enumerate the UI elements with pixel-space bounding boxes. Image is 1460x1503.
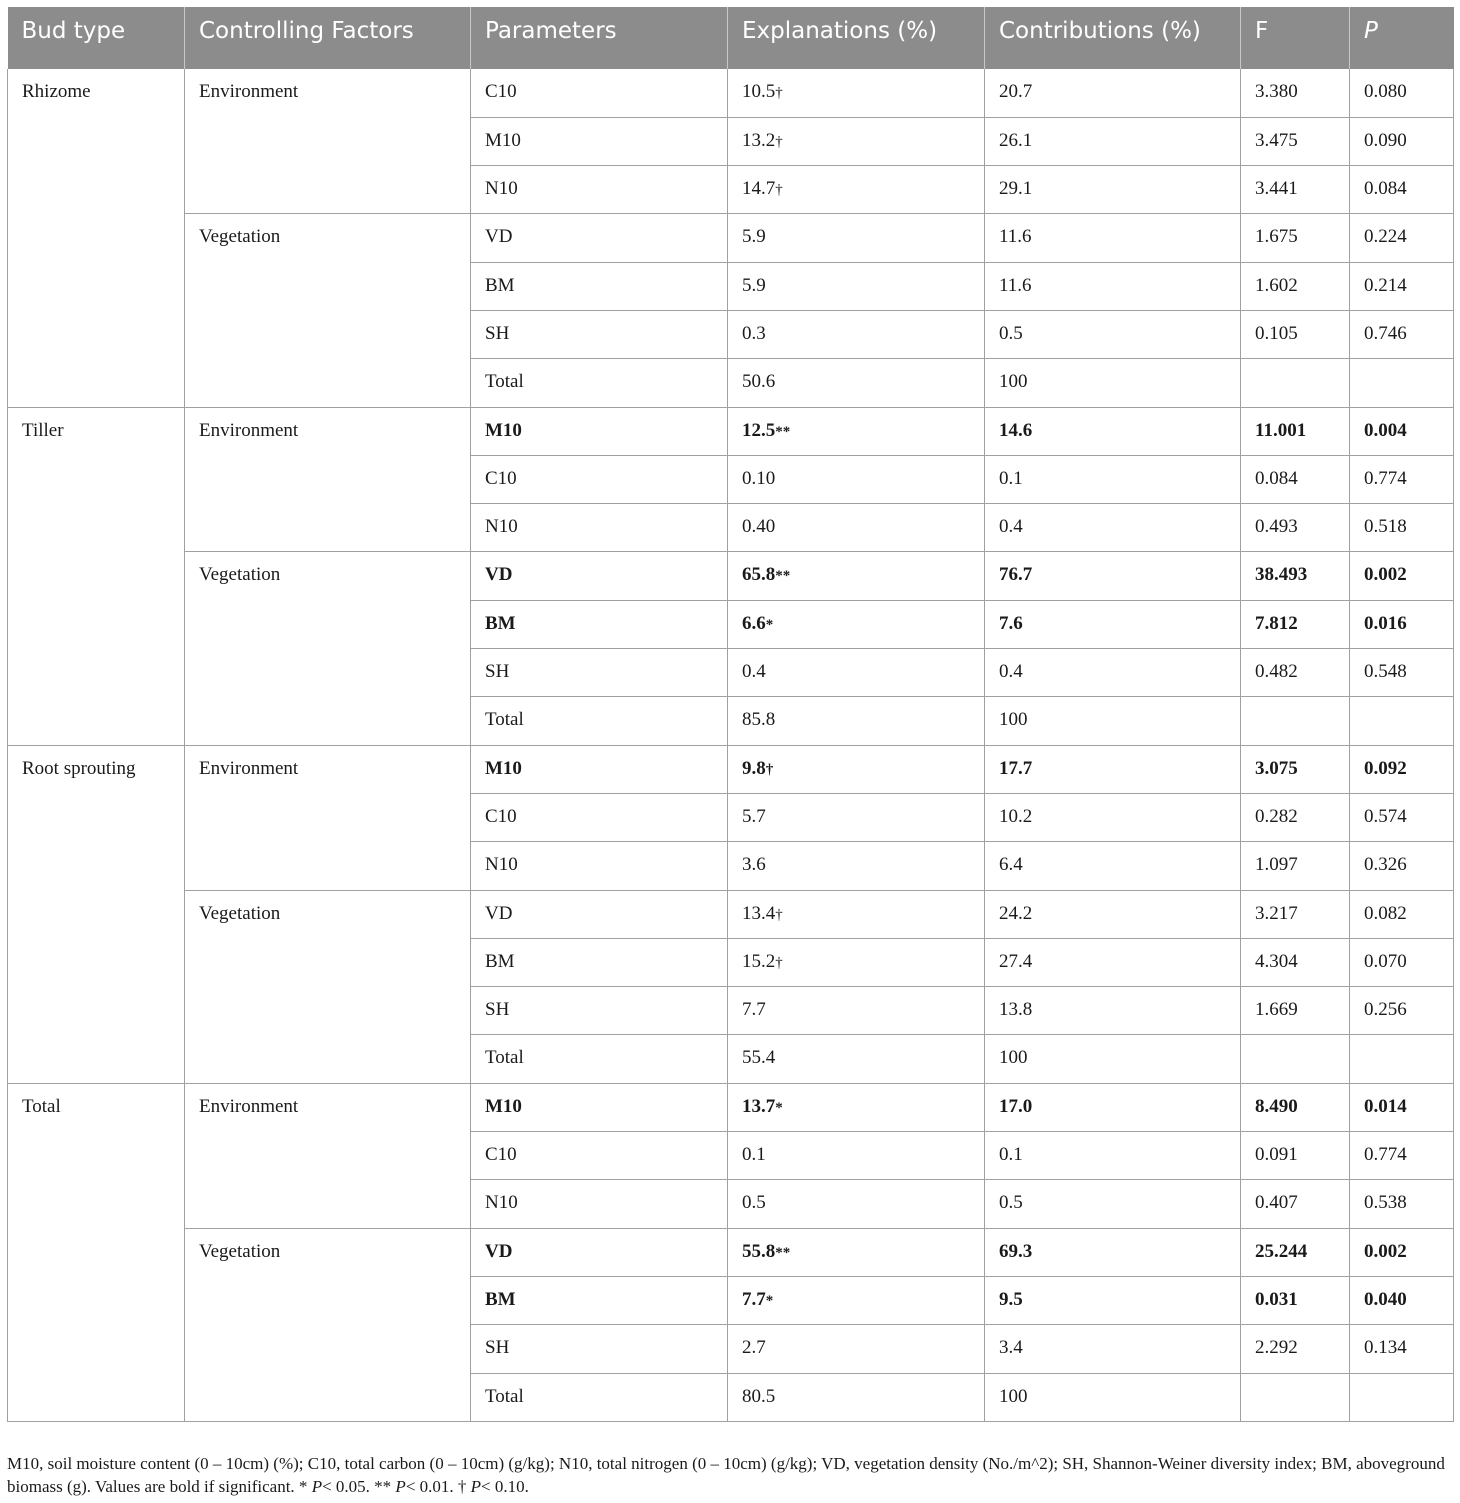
cell-explanation xyxy=(728,552,985,600)
table-row xyxy=(8,793,1454,841)
cell-controlling-factor: Environment xyxy=(185,1083,471,1131)
cell-parameter: C10 xyxy=(471,69,728,117)
cell-explanation xyxy=(728,600,985,648)
cell-contribution: 0.5 xyxy=(985,1180,1241,1228)
cell-parameter: Total xyxy=(471,359,728,407)
significance-marker: † xyxy=(775,906,783,923)
footnote-text-3: < 0.01. † xyxy=(405,1477,471,1496)
significance-marker: † xyxy=(765,761,774,778)
explanation-value: 7.7 xyxy=(742,999,766,1021)
cell-p-value xyxy=(1350,1035,1454,1083)
explanation-value: 0.10 xyxy=(742,467,776,489)
table-row xyxy=(8,166,1454,214)
cell-parameter: BM xyxy=(471,1276,728,1324)
cell-controlling-factor xyxy=(185,504,471,552)
cell-f-value: 1.675 xyxy=(1241,214,1350,262)
cell-parameter: SH xyxy=(471,649,728,697)
table-row xyxy=(8,69,1454,117)
cell-p-value: 0.084 xyxy=(1350,166,1454,214)
cell-f-value xyxy=(1241,697,1350,745)
cell-parameter: C10 xyxy=(471,1132,728,1180)
cell-parameter: C10 xyxy=(471,455,728,503)
table-row xyxy=(8,1325,1454,1373)
cell-p-value: 0.774 xyxy=(1350,1132,1454,1180)
cell-parameter: N10 xyxy=(471,842,728,890)
cell-p-value: 0.080 xyxy=(1350,69,1454,117)
cell-explanation xyxy=(728,214,985,262)
explanation-value: 0.40 xyxy=(742,516,776,538)
explanation-value: 0.5 xyxy=(742,1192,766,1214)
cell-bud-type xyxy=(8,938,185,986)
header-p: P xyxy=(1350,7,1454,69)
cell-explanation xyxy=(728,1035,985,1083)
cell-controlling-factor: Vegetation xyxy=(185,214,471,262)
cell-bud-type: Root sprouting xyxy=(8,745,185,793)
cell-explanation xyxy=(728,938,985,986)
explanation-value: 5.9 xyxy=(742,274,766,296)
explanation-value: 13.7 xyxy=(742,1095,776,1117)
explanation-value: 15.2 xyxy=(742,950,776,972)
table-row xyxy=(8,745,1454,793)
cell-explanation xyxy=(728,504,985,552)
cell-p-value xyxy=(1350,1373,1454,1421)
cell-p-value: 0.574 xyxy=(1350,793,1454,841)
cell-contribution: 6.4 xyxy=(985,842,1241,890)
cell-contribution: 20.7 xyxy=(985,69,1241,117)
table-row xyxy=(8,890,1454,938)
header-row xyxy=(8,7,1454,69)
table-row xyxy=(8,504,1454,552)
cell-bud-type xyxy=(8,1373,185,1421)
table-row xyxy=(8,214,1454,262)
cell-contribution: 100 xyxy=(985,1373,1241,1421)
table-row xyxy=(8,842,1454,890)
header-f: F xyxy=(1241,7,1350,69)
table-row xyxy=(8,987,1454,1035)
cell-controlling-factor: Vegetation xyxy=(185,552,471,600)
explanation-value: 55.8 xyxy=(742,1240,776,1262)
cell-parameter: BM xyxy=(471,600,728,648)
cell-contribution: 0.1 xyxy=(985,455,1241,503)
table-row xyxy=(8,1228,1454,1276)
cell-p-value: 0.004 xyxy=(1350,407,1454,455)
cell-explanation xyxy=(728,310,985,358)
table-row xyxy=(8,407,1454,455)
cell-p-value: 0.256 xyxy=(1350,987,1454,1035)
cell-contribution: 76.7 xyxy=(985,552,1241,600)
cell-f-value: 3.475 xyxy=(1241,117,1350,165)
cell-bud-type xyxy=(8,1325,185,1373)
cell-contribution: 3.4 xyxy=(985,1325,1241,1373)
explanation-value: 5.9 xyxy=(742,226,766,248)
cell-f-value xyxy=(1241,1373,1350,1421)
cell-explanation xyxy=(728,987,985,1035)
cell-parameter: VD xyxy=(471,1228,728,1276)
cell-p-value: 0.134 xyxy=(1350,1325,1454,1373)
cell-parameter: BM xyxy=(471,938,728,986)
cell-f-value: 3.380 xyxy=(1241,69,1350,117)
cell-f-value: 3.441 xyxy=(1241,166,1350,214)
cell-controlling-factor xyxy=(185,310,471,358)
cell-p-value: 0.002 xyxy=(1350,552,1454,600)
cell-explanation xyxy=(728,1228,985,1276)
significance-marker: * xyxy=(765,616,774,633)
cell-f-value xyxy=(1241,1035,1350,1083)
cell-parameter: Total xyxy=(471,697,728,745)
cell-explanation xyxy=(728,842,985,890)
cell-f-value: 0.482 xyxy=(1241,649,1350,697)
cell-controlling-factor xyxy=(185,455,471,503)
cell-bud-type: Tiller xyxy=(8,407,185,455)
cell-bud-type xyxy=(8,117,185,165)
explanation-value: 13.4 xyxy=(742,902,776,924)
explanation-value: 7.7 xyxy=(742,1288,766,1310)
table-row xyxy=(8,1276,1454,1324)
cell-f-value: 0.282 xyxy=(1241,793,1350,841)
cell-controlling-factor xyxy=(185,697,471,745)
table-row xyxy=(8,1180,1454,1228)
table-row xyxy=(8,455,1454,503)
cell-explanation xyxy=(728,359,985,407)
cell-p-value: 0.224 xyxy=(1350,214,1454,262)
footnote-p-1: P xyxy=(311,1477,323,1496)
cell-controlling-factor xyxy=(185,1373,471,1421)
footnote-p-3: P xyxy=(470,1477,482,1496)
cell-f-value: 2.292 xyxy=(1241,1325,1350,1373)
cell-bud-type: Total xyxy=(8,1083,185,1131)
cell-parameter: N10 xyxy=(471,1180,728,1228)
cell-f-value: 38.493 xyxy=(1241,552,1350,600)
cell-parameter: Total xyxy=(471,1373,728,1421)
cell-f-value: 0.493 xyxy=(1241,504,1350,552)
cell-parameter: BM xyxy=(471,262,728,310)
cell-contribution: 0.4 xyxy=(985,649,1241,697)
cell-bud-type xyxy=(8,697,185,745)
header-controlling-factors: Controlling Factors xyxy=(185,7,471,69)
explanation-value: 10.5 xyxy=(742,81,776,102)
cell-parameter: VD xyxy=(471,890,728,938)
cell-f-value: 0.031 xyxy=(1241,1276,1350,1324)
explanation-value: 2.7 xyxy=(742,1337,766,1359)
footnote-text-2: < 0.05. ** xyxy=(322,1477,396,1496)
cell-f-value: 3.217 xyxy=(1241,890,1350,938)
cell-p-value: 0.326 xyxy=(1350,842,1454,890)
cell-controlling-factor: Vegetation xyxy=(185,1228,471,1276)
cell-bud-type xyxy=(8,600,185,648)
cell-explanation xyxy=(728,1083,985,1131)
cell-parameter: M10 xyxy=(471,407,728,455)
cell-contribution: 100 xyxy=(985,359,1241,407)
cell-f-value: 1.669 xyxy=(1241,987,1350,1035)
cell-explanation xyxy=(728,745,985,793)
cell-explanation xyxy=(728,166,985,214)
header-bud-type: Bud type xyxy=(8,7,185,69)
cell-bud-type xyxy=(8,1180,185,1228)
cell-p-value: 0.002 xyxy=(1350,1228,1454,1276)
cell-bud-type xyxy=(8,649,185,697)
cell-explanation xyxy=(728,117,985,165)
cell-contribution: 27.4 xyxy=(985,938,1241,986)
significance-marker: ** xyxy=(775,1244,791,1261)
significance-marker: ** xyxy=(775,423,791,440)
explanation-value: 50.6 xyxy=(742,371,776,393)
cell-bud-type xyxy=(8,310,185,358)
table-row xyxy=(8,1083,1454,1131)
cell-contribution: 14.6 xyxy=(985,407,1241,455)
footnote-p-2: P xyxy=(395,1477,406,1496)
cell-contribution: 11.6 xyxy=(985,214,1241,262)
cell-parameter: SH xyxy=(471,310,728,358)
cell-controlling-factor: Environment xyxy=(185,69,471,117)
significance-marker: * xyxy=(765,1292,774,1309)
table-row xyxy=(8,938,1454,986)
cell-parameter: SH xyxy=(471,987,728,1035)
cell-controlling-factor xyxy=(185,649,471,697)
cell-explanation xyxy=(728,69,985,117)
explanation-value: 12.5 xyxy=(742,419,776,441)
cell-parameter: M10 xyxy=(471,745,728,793)
explanation-value: 6.6 xyxy=(742,612,766,634)
cell-parameter: M10 xyxy=(471,117,728,165)
cell-controlling-factor xyxy=(185,1035,471,1083)
cell-bud-type xyxy=(8,214,185,262)
cell-contribution: 17.7 xyxy=(985,745,1241,793)
cell-controlling-factor xyxy=(185,793,471,841)
explanation-value: 65.8 xyxy=(742,564,776,586)
cell-p-value: 0.092 xyxy=(1350,745,1454,793)
cell-controlling-factor xyxy=(185,987,471,1035)
cell-explanation xyxy=(728,407,985,455)
footnote-text-1: M10, soil moisture content (0 – 10cm) (%); C10, total carbon (0 – 10cm) (g/kg); N10, total nitrogen (0 – 10cm) (g/kg); VD, vegetation density (No./m^2); SH, Shannon-Weiner diversity index; BM, aboveground biomass (g). Values are bold if significant. * xyxy=(7,1454,1445,1496)
cell-contribution: 26.1 xyxy=(985,117,1241,165)
cell-explanation xyxy=(728,1276,985,1324)
table-row xyxy=(8,1035,1454,1083)
cell-f-value: 0.091 xyxy=(1241,1132,1350,1180)
header-parameters: Parameters xyxy=(471,7,728,69)
cell-bud-type: Rhizome xyxy=(8,69,185,117)
cell-explanation xyxy=(728,1373,985,1421)
cell-contribution: 11.6 xyxy=(985,262,1241,310)
cell-contribution: 9.5 xyxy=(985,1276,1241,1324)
explanation-value: 13.2 xyxy=(742,129,776,151)
cell-f-value: 0.084 xyxy=(1241,455,1350,503)
cell-f-value: 8.490 xyxy=(1241,1083,1350,1131)
cell-f-value: 7.812 xyxy=(1241,600,1350,648)
cell-contribution: 24.2 xyxy=(985,890,1241,938)
cell-f-value: 0.105 xyxy=(1241,310,1350,358)
significance-marker: † xyxy=(775,85,783,101)
cell-contribution: 17.0 xyxy=(985,1083,1241,1131)
footnote-text-4: < 0.10. xyxy=(481,1477,529,1496)
explanation-value: 3.6 xyxy=(742,854,766,876)
cell-contribution: 29.1 xyxy=(985,166,1241,214)
cell-parameter: Total xyxy=(471,1035,728,1083)
explanation-value: 5.7 xyxy=(742,805,766,827)
cell-controlling-factor xyxy=(185,842,471,890)
cell-contribution: 7.6 xyxy=(985,600,1241,648)
cell-p-value: 0.538 xyxy=(1350,1180,1454,1228)
explanation-value: 0.1 xyxy=(742,1144,766,1166)
significance-marker: † xyxy=(775,954,783,971)
cell-bud-type xyxy=(8,987,185,1035)
cell-controlling-factor xyxy=(185,359,471,407)
significance-marker: † xyxy=(775,182,783,199)
cell-explanation xyxy=(728,793,985,841)
cell-explanation xyxy=(728,262,985,310)
cell-controlling-factor: Vegetation xyxy=(185,890,471,938)
table-row xyxy=(8,600,1454,648)
cell-f-value: 4.304 xyxy=(1241,938,1350,986)
cell-p-value: 0.090 xyxy=(1350,117,1454,165)
cell-contribution: 100 xyxy=(985,1035,1241,1083)
cell-f-value: 1.097 xyxy=(1241,842,1350,890)
table-row xyxy=(8,649,1454,697)
table-row xyxy=(8,262,1454,310)
table-row xyxy=(8,117,1454,165)
cell-p-value: 0.548 xyxy=(1350,649,1454,697)
cell-f-value: 1.602 xyxy=(1241,262,1350,310)
cell-controlling-factor xyxy=(185,1276,471,1324)
cell-explanation xyxy=(728,1325,985,1373)
explanation-value: 14.7 xyxy=(742,178,776,200)
cell-parameter: VD xyxy=(471,214,728,262)
cell-bud-type xyxy=(8,1276,185,1324)
cell-p-value: 0.070 xyxy=(1350,938,1454,986)
cell-bud-type xyxy=(8,793,185,841)
explanation-value: 80.5 xyxy=(742,1385,776,1407)
cell-parameter: N10 xyxy=(471,504,728,552)
cell-explanation xyxy=(728,649,985,697)
cell-explanation xyxy=(728,1132,985,1180)
cell-bud-type xyxy=(8,842,185,890)
cell-parameter: SH xyxy=(471,1325,728,1373)
table-row xyxy=(8,1132,1454,1180)
table-row xyxy=(8,552,1454,600)
cell-parameter: N10 xyxy=(471,166,728,214)
explanation-value: 9.8 xyxy=(742,757,766,779)
cell-f-value: 11.001 xyxy=(1241,407,1350,455)
explanation-value: 85.8 xyxy=(742,709,776,731)
cell-contribution: 0.1 xyxy=(985,1132,1241,1180)
cell-controlling-factor: Environment xyxy=(185,745,471,793)
cell-controlling-factor xyxy=(185,1325,471,1373)
significance-marker: * xyxy=(775,1099,783,1116)
cell-p-value: 0.016 xyxy=(1350,600,1454,648)
cell-f-value: 3.075 xyxy=(1241,745,1350,793)
cell-contribution: 69.3 xyxy=(985,1228,1241,1276)
cell-controlling-factor xyxy=(185,117,471,165)
cell-controlling-factor xyxy=(185,1132,471,1180)
cell-contribution: 0.5 xyxy=(985,310,1241,358)
explanation-value: 55.4 xyxy=(742,1047,776,1069)
cell-contribution: 13.8 xyxy=(985,987,1241,1035)
cell-bud-type xyxy=(8,1035,185,1083)
significance-marker: † xyxy=(775,133,783,150)
cell-p-value xyxy=(1350,359,1454,407)
cell-bud-type xyxy=(8,504,185,552)
cell-contribution: 100 xyxy=(985,697,1241,745)
cell-explanation xyxy=(728,1180,985,1228)
cell-controlling-factor xyxy=(185,938,471,986)
table-row xyxy=(8,310,1454,358)
table-footnote xyxy=(7,1452,1453,1498)
cell-controlling-factor xyxy=(185,166,471,214)
cell-controlling-factor xyxy=(185,1180,471,1228)
cell-f-value xyxy=(1241,359,1350,407)
cell-bud-type xyxy=(8,455,185,503)
cell-controlling-factor xyxy=(185,262,471,310)
cell-p-value: 0.040 xyxy=(1350,1276,1454,1324)
cell-controlling-factor xyxy=(185,600,471,648)
cell-bud-type xyxy=(8,890,185,938)
table-row xyxy=(8,697,1454,745)
cell-bud-type xyxy=(8,359,185,407)
results-table-container xyxy=(7,7,1453,1422)
cell-p-value: 0.518 xyxy=(1350,504,1454,552)
table-row xyxy=(8,1373,1454,1421)
cell-parameter: M10 xyxy=(471,1083,728,1131)
cell-bud-type xyxy=(8,262,185,310)
header-explanations: Explanations (%) xyxy=(728,7,985,69)
cell-p-value: 0.746 xyxy=(1350,310,1454,358)
cell-explanation xyxy=(728,455,985,503)
cell-bud-type xyxy=(8,166,185,214)
cell-contribution: 0.4 xyxy=(985,504,1241,552)
cell-bud-type xyxy=(8,1132,185,1180)
cell-explanation xyxy=(728,697,985,745)
cell-p-value: 0.774 xyxy=(1350,455,1454,503)
header-contributions: Contributions (%) xyxy=(985,7,1241,69)
cell-p-value xyxy=(1350,697,1454,745)
cell-parameter: C10 xyxy=(471,793,728,841)
explanation-value: 0.3 xyxy=(742,322,766,344)
cell-f-value: 25.244 xyxy=(1241,1228,1350,1276)
cell-explanation xyxy=(728,890,985,938)
cell-p-value: 0.214 xyxy=(1350,262,1454,310)
table-row xyxy=(8,359,1454,407)
cell-p-value: 0.082 xyxy=(1350,890,1454,938)
results-table xyxy=(7,7,1454,1422)
cell-parameter: VD xyxy=(471,552,728,600)
cell-bud-type xyxy=(8,1228,185,1276)
cell-bud-type xyxy=(8,552,185,600)
explanation-value: 0.4 xyxy=(742,661,766,683)
cell-contribution: 10.2 xyxy=(985,793,1241,841)
significance-marker: ** xyxy=(775,568,791,585)
cell-controlling-factor: Environment xyxy=(185,407,471,455)
cell-f-value: 0.407 xyxy=(1241,1180,1350,1228)
cell-p-value: 0.014 xyxy=(1350,1083,1454,1131)
